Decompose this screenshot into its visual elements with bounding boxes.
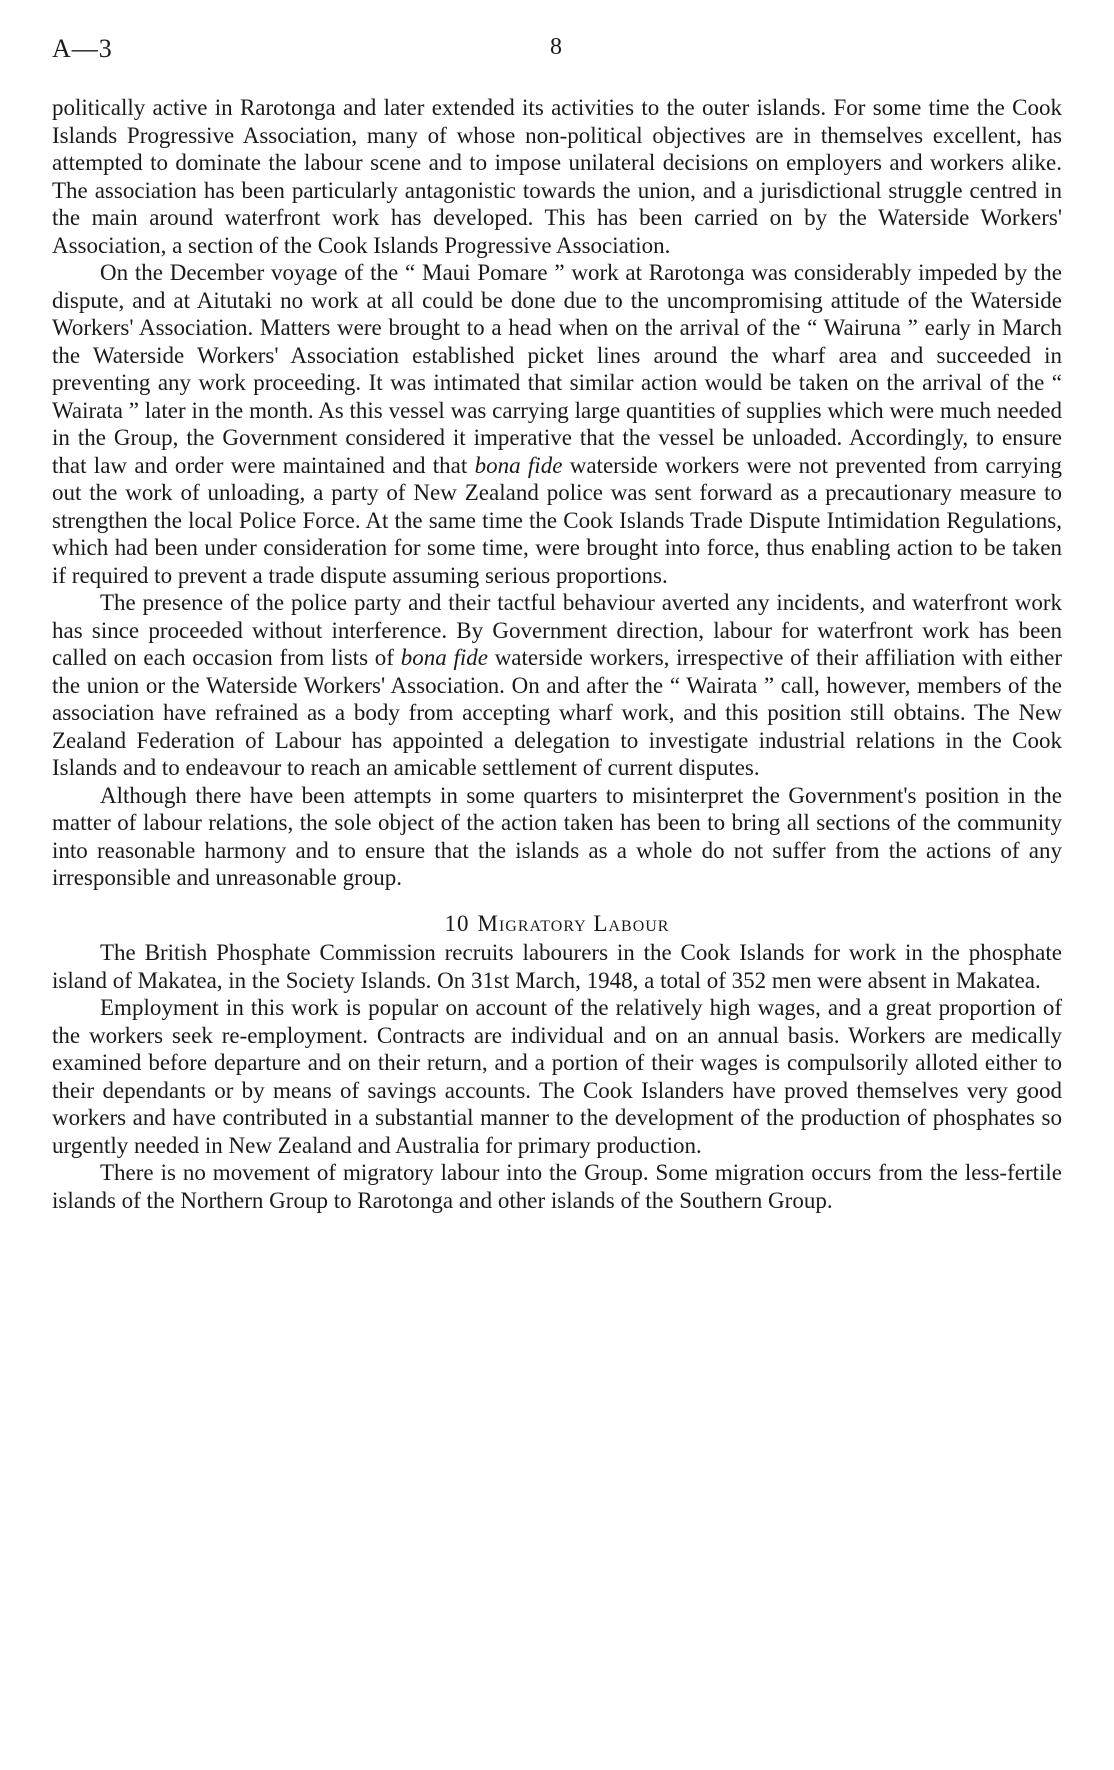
paragraph-migration: There is no movement of migratory labour into the Group. Some migration occurs from the less-fertile islands of the Northern Group to Rarotonga and other islands of the Southern Group.	[52, 1160, 1062, 1213]
italic-term: bona fide	[400, 645, 488, 670]
paragraph-association-activities: politically active in Rarotonga and later extended its activities to the outer islands. For some time the Cook Islands Progressive Association, many of whose non-political objectives are in themselves excellent, has attempted to dominate the labour scene and to impose unilateral decisions on employers and workers alike. The association has been particularly antagonistic towards the union, and a jurisdictional struggle centred in the main around waterfront work has developed. This has been carried on by the Waterside Workers' Association, a section of the Cook Islands Progressive Association.	[52, 95, 1062, 258]
page-header	[52, 34, 1062, 74]
paragraph-employment: Employment in this work is popular on account of the relatively high wages, and a great proportion of the workers seek re-employment. Contracts are individual and on an annual basis. Workers are medically examined before departure and on their return, and a portion of their wages is compulsorily alloted either to their dependants or by means of savings accounts. The Cook Islanders have proved themselves very good workers and have contributed in a substantial manner to the development of the production of phosphates so urgently needed in New Zealand and Australia for primary production.	[52, 995, 1062, 1158]
paragraph-government-position: Although there have been attempts in some quarters to misinterpret the Government's position in the matter of labour relations, the sole object of the action taken has been to bring all sections of the community into reasonable harmony and to ensure that the islands as a whole do not suffer from the actions of any irresponsible and unreasonable group.	[52, 782, 1062, 890]
paragraph-text: waterside workers were not prevented from carrying out the work of unloading, a party of New Zealand police was sent forward as a precautionary measure to strengthen the local Police Force. At the same time the Cook Islands Trade Dispute Intimidation Regulations, which had been under consideration for some time, were brought into force, thus enabling action to be taken if required to prevent a trade dispute assuming serious proportions.	[52, 452, 1062, 588]
paragraph-december-voyage	[52, 259, 1062, 589]
paragraph-text: waterside workers, irrespective of their affiliation with either the union or the Waterside Workers' Association. On and after the “ Wairata ” call, however, members of the association have refrained as a body from accepting wharf work, and this position still obtains. The New Zealand Federation of Labour has appointed a delegation to investigate industrial relations in the Cook Islands and to endeavour to reach an amicable settlement of current disputes.	[52, 645, 1062, 780]
section-heading	[52, 910, 1062, 938]
paragraph-police-presence	[52, 589, 1062, 782]
section-title: Migratory Labour	[477, 910, 670, 936]
section-number: 10	[444, 910, 470, 936]
page-number: 8	[550, 34, 562, 60]
paragraph-text: On the December voyage of the “ Maui Pomare ” work at Rarotonga was considerably impeded by the dispute, and at Aitutaki no work at all could be done due to the uncompromising attitude of the Waterside Workers' Association. Matters were brought to a head when on the arrival of the “ Wairuna ” early in March the Waterside Workers' Association established picket lines around the wharf area and succeeded in preventing any work proceeding. It was intimated that similar action would be taken on the arrival of the “ Wairata ” later in the month. As this vessel was carrying large quantities of supplies which were much needed in the Group, the Government considered it imperative that the vessel be unloaded. Accordingly, to ensure that law and order were maintained and that	[52, 260, 1062, 478]
paragraph-text: The presence of the police party and their tactful behaviour averted any incidents, and waterfront work has since proceeded without interference. By Government direction, labour for waterfront work has been called on each occasion from lists of	[52, 590, 1062, 670]
paragraph-phosphate-recruitment: The British Phosphate Commission recruits labourers in the Cook Islands for work in the phosphate island of Makatea, in the Society Islands. On 31st March, 1948, a total of 352 men were absent in Makatea.	[52, 940, 1062, 993]
page-reference: A—3	[52, 34, 113, 63]
document-body	[52, 94, 1062, 1214]
italic-term: bona fide	[474, 452, 563, 478]
